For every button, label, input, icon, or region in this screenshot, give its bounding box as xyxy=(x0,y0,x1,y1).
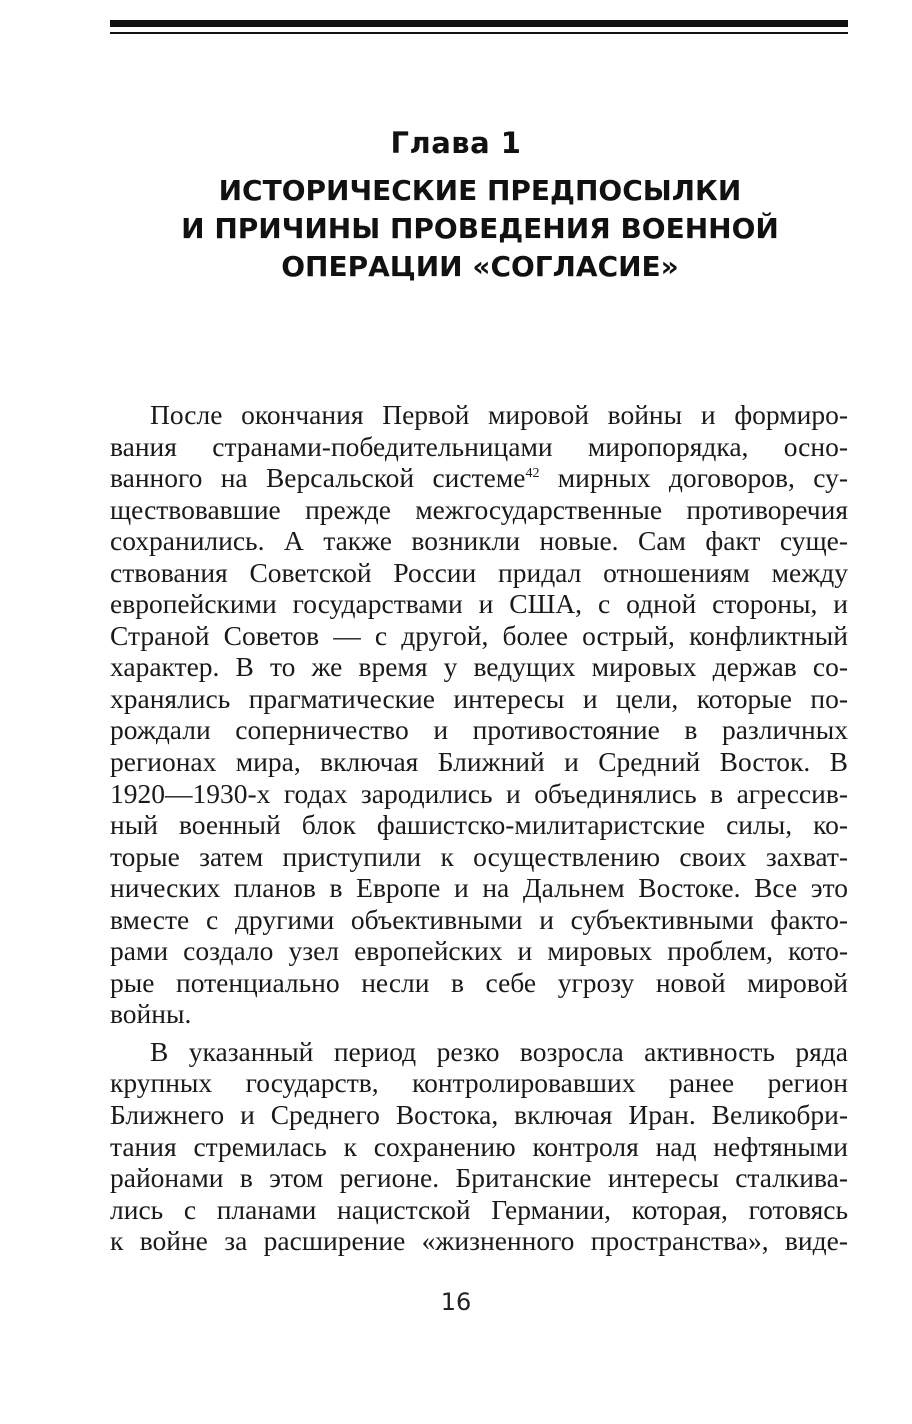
text-line xyxy=(110,462,848,494)
paragraph xyxy=(110,399,848,1030)
text-segment: ванного на Версальской системе xyxy=(110,462,526,494)
text-line: ствования Советской России придал отношениям между xyxy=(110,556,848,588)
chapter-title-line: И ПРИЧИНЫ ПРОВЕДЕНИЯ ВОЕННОЙ xyxy=(181,212,779,245)
text-line: ществовавшие прежде межгосударственные противоречия xyxy=(110,493,848,525)
chapter-title-line: ИСТОРИЧЕСКИЕ ПРЕДПОСЫЛКИ xyxy=(218,174,742,207)
text-segment: мирных договоров, су- xyxy=(539,462,848,494)
text-line: сохранились. А также возникли новые. Сам факт суще- xyxy=(110,525,848,557)
text-line: европейскими государствами и США, с одной стороны, и xyxy=(110,588,848,620)
text-line: крупных государств, контролировавших ранее регион xyxy=(110,1067,848,1099)
text-line: лись с планами нацистской Германии, которая, готовясь xyxy=(110,1193,848,1225)
text-line: рами создало узел европейских и мировых проблем, кото- xyxy=(110,935,848,967)
text-line: хранялись прагматические интересы и цели, которые по- xyxy=(110,682,848,714)
text-line: характер. В то же время у ведущих мировых держав со- xyxy=(110,651,848,683)
text-line: ный военный блок фашистско-милитаристские силы, ко- xyxy=(110,809,848,841)
text-line: тания стремилась к сохранению контроля над нефтяными xyxy=(110,1130,848,1162)
text-line: войны. xyxy=(110,998,192,1030)
footnote-ref[interactable]: 42 xyxy=(525,466,540,482)
chapter-title-line: ОПЕРАЦИИ «СОГЛАСИЕ» xyxy=(281,250,679,283)
chapter-title xyxy=(140,172,820,286)
text-line: вания странами-победительницами миропорядка, осно- xyxy=(110,430,848,462)
body-text xyxy=(110,399,848,1257)
text-line: Ближнего и Среднего Востока, включая Иран. Великобри- xyxy=(110,1099,848,1131)
chapter-label: Глава 1 xyxy=(390,126,522,160)
text-line: рые потенциально несли в себе угрозу новой мировой xyxy=(110,966,848,998)
text-line: торые затем приступили к осуществлению своих захват- xyxy=(110,840,848,872)
text-line: регионах мира, включая Ближний и Средний Восток. В xyxy=(110,746,848,778)
page-number: 16 xyxy=(440,1288,472,1316)
header-rule-thick xyxy=(110,20,848,27)
text-line: вместе с другими объективными и субъективными факто- xyxy=(110,903,848,935)
text-line: районами в этом регионе. Британские интересы сталкива- xyxy=(110,1162,848,1194)
text-line: В указанный период резко возросла активность ряда xyxy=(150,1035,848,1067)
text-line: 1920—1930-х годах зародились и объединялись в агрессив- xyxy=(110,777,848,809)
text-line: к войне за расширение «жизненного пространства», виде- xyxy=(110,1225,848,1257)
text-line: нических планов в Европе и на Дальнем Востоке. Все это xyxy=(110,872,848,904)
paragraph xyxy=(110,1036,848,1257)
text-line: После окончания Первой мировой войны и формиро- xyxy=(150,399,848,430)
text-line: рождали соперничество и противостояние в различных xyxy=(110,714,848,746)
header-rule-thin xyxy=(110,32,848,34)
text-line: Страной Советов — с другой, более острый, конфликтный xyxy=(110,619,848,651)
